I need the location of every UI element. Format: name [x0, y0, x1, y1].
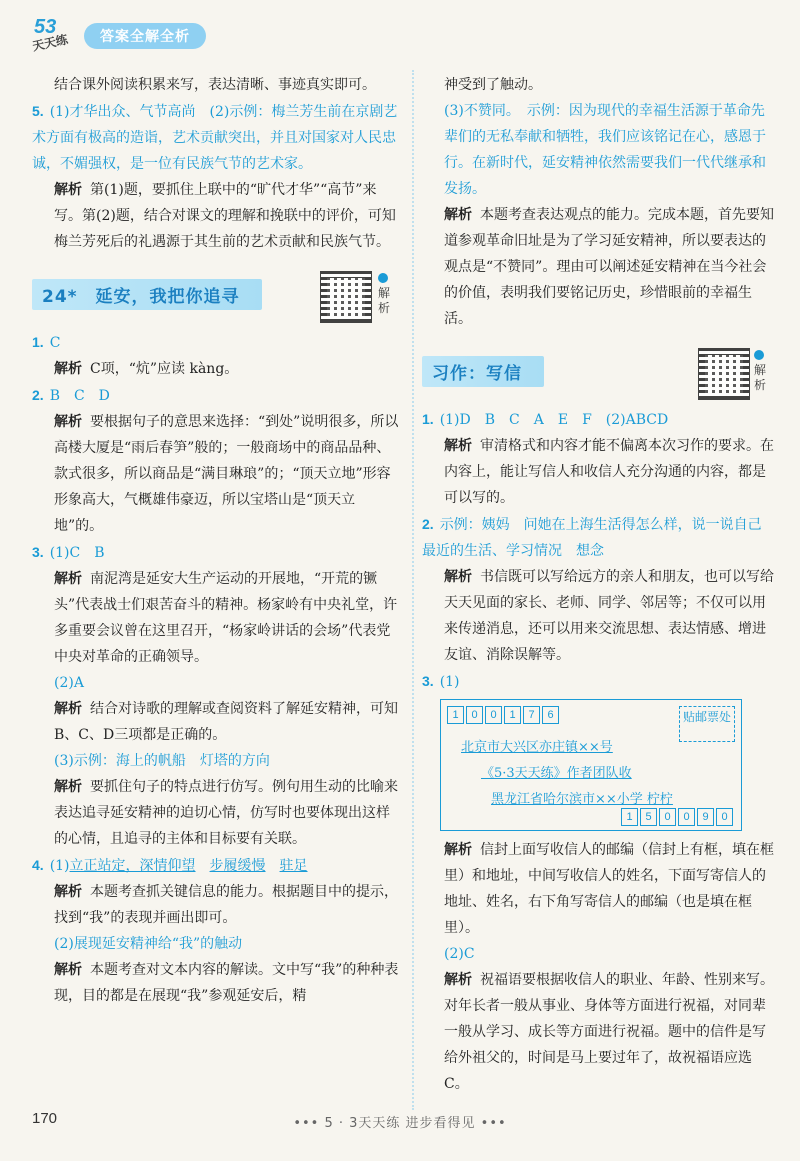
recipient-address: 北京市大兴区亦庄镇××号 — [461, 740, 613, 755]
q3-answer-3: (3)示例：海上的帆船 灯塔的方向 — [54, 753, 270, 769]
w3-answer-2: (2)C — [444, 946, 475, 962]
page-header — [30, 18, 206, 54]
q5-answer — [32, 98, 402, 177]
column-divider — [412, 70, 414, 1110]
w1-answer: 1. (1)D B C A E F (2)ABCD — [422, 411, 669, 428]
q4-answer-1: 4. (1)立正站定，深情仰望 步履缓慢 驻足 — [32, 857, 308, 874]
sender-zip: 1 5 0 0 9 0 — [621, 808, 735, 826]
envelope-diagram — [440, 699, 742, 831]
brand-logo — [30, 18, 78, 54]
q3-analysis-1: 解析 南泥湾是延安大生产运动的开展地，“开荒的镢头”代表战士们艰苦奋斗的精神。杨家岭有中央礼堂，许多重要会议曾在这里召开，“杨家岭讲话的会场”代表党中央对革命的正确领导。 — [54, 571, 398, 665]
sender-info: 黑龙江省哈尔滨市××小学 柠柠 — [491, 792, 673, 807]
analysis-text: 第(1)题，要抓住上联中的“旷代才华”“高节”来写。第(2)题，结合对课文的理解和挽联中的评价，可知梅兰芳死后的礼遇源于其生前的艺术贡献和民族气节。 — [54, 182, 396, 250]
header-badge: 答案全解全析 — [84, 23, 206, 49]
q5-a1: (1)才华出众、气节高尚 — [49, 104, 196, 120]
left-column — [32, 72, 402, 1009]
section-writing — [422, 348, 774, 398]
footer-slogan: ••• 5 · 3天天练 进步看得见 ••• — [293, 1116, 507, 1131]
continued-text: 结合课外阅读积累来写，表达清晰、事迹真实即可。 — [54, 77, 376, 93]
qr-code-icon[interactable] — [320, 271, 372, 323]
logo-text: 天天练 — [31, 32, 70, 54]
q3-answer-2: (2)A — [54, 675, 84, 691]
qr-label: 解析 — [754, 350, 768, 393]
q3-analysis-2: 解析 结合对诗歌的理解或查阅资料了解延安精神，可知B、C、D三项都是正确的。 — [54, 701, 398, 743]
q2-analysis: 解析 要根据句子的意思来选择：“到处”说明很多，所以高楼大厦是“雨后春笋”般的；一般商场中的商品品种、款式很多，所以商品是“满目琳琅”的；“顶天立地”形容形象高大，气概雄伟豪迈，所以宝塔山是“顶天立地”的。 — [54, 414, 399, 534]
q3-answer: 3. (1)C B — [32, 544, 105, 561]
q5-analysis — [32, 177, 402, 255]
q2-answer: 2. B C D — [32, 387, 110, 404]
recipient-name: 《5·3天天练》作者团队收 — [481, 766, 632, 781]
w3-analysis-2: 解析 祝福语要根据收信人的职业、年龄、性别来写。对年长者一般从事业、身体等方面进行祝福，对同辈一般从学习、成长等方面进行祝福。题中的信件是写给外祖父的，时间是马上要过年了，故祝福语应选 C。 — [444, 972, 774, 1092]
w3-analysis-1: 解析 信封上面写收信人的邮编（信封上有框，填在框里）和地址，中间写收信人的姓名，下面写寄信人的地址、姓名，右下角写寄信人的邮编（也是填在框里）。 — [444, 842, 774, 936]
recipient-zip: 1 0 0 1 7 6 — [447, 706, 561, 724]
page-number: 170 — [32, 1110, 58, 1127]
q4-answer-2: (2)展现延安精神给“我”的触动 — [54, 936, 243, 952]
right-column — [422, 72, 774, 1097]
q4-analysis-1: 解析 本题考查抓关键信息的能力。根据题目中的提示，找到“我”的表现并画出即可。 — [54, 884, 398, 926]
qr-label: 解析 — [378, 273, 392, 316]
q3-analysis-3: 解析 要抓住句子的特点进行仿写。例句用生动的比喻来表达追寻延安精神的迫切心情，仿写时也要体现出这样的心情，且追寻的主体和目标要有关联。 — [54, 779, 398, 847]
w1-analysis: 解析 审清格式和内容才能不偏离本次习作的要求。在内容上，能让写信人和收信人充分沟通的内容，都是可以写的。 — [444, 438, 774, 506]
section-lesson-24 — [32, 271, 402, 321]
w3-answer: 3. (1) — [422, 673, 460, 690]
w2-answer: 2. 示例：姨妈 问她在上海生活得怎么样，说一说自己最近的生活、学习情况 想念 — [422, 516, 762, 559]
w2-analysis: 解析 书信既可以写给远方的亲人和朋友，也可以写给天天见面的家长、老师、同学、邻居等；不仅可以用来传递消息，还可以用来交流思想、表达情感、增进友谊、消除误解等。 — [444, 569, 774, 663]
play-icon — [754, 350, 764, 360]
q4-analysis-2: 解析 本题考查对文本内容的解读。文中写“我”的种种表现，目的都是在展现“我”参观延安后，精 — [54, 962, 399, 1004]
play-icon — [378, 273, 388, 283]
continued-text: 神受到了触动。 — [444, 77, 542, 93]
q4-3-analysis: 解析 本题考查表达观点的能力。完成本题，首先要知道参观革命旧址是为了学习延安精神，所以要表达的观点是“不赞同”。理由可以阐述延安精神在当今社会的价值，表明我们要铭记历史，珍惜眼前的幸福生活。 — [444, 207, 774, 327]
q5-number: 5. — [32, 103, 44, 119]
logo-number: 53 — [34, 16, 57, 38]
analysis-label: 解析 — [54, 182, 82, 198]
qr-code-icon[interactable] — [698, 348, 750, 400]
section-title: 24* 延安，我把你追寻 — [32, 279, 262, 310]
q1-analysis: 解析 C项，“炕”应读 kàng。 — [54, 361, 239, 377]
section-title: 习作：写信 — [422, 356, 544, 387]
q1-answer: 1. C — [32, 334, 61, 351]
stamp-box: 贴邮票处 — [679, 706, 735, 742]
q4-3-answer: (3)不赞同。 示例：因为现代的幸福生活源于革命先辈们的无私奉献和牺牲，我们应该铭记在心，感恩于行。在新时代，延安精神依然需要我们一代代继承和发扬。 — [444, 103, 766, 197]
q5-a2: (2)示例：梅兰芳生前在京剧艺术方面有极高的造诣，艺术贡献突出，并且对国家对人民忠诚，不媚强权，是一位有民族气节的艺术家。 — [32, 104, 398, 172]
